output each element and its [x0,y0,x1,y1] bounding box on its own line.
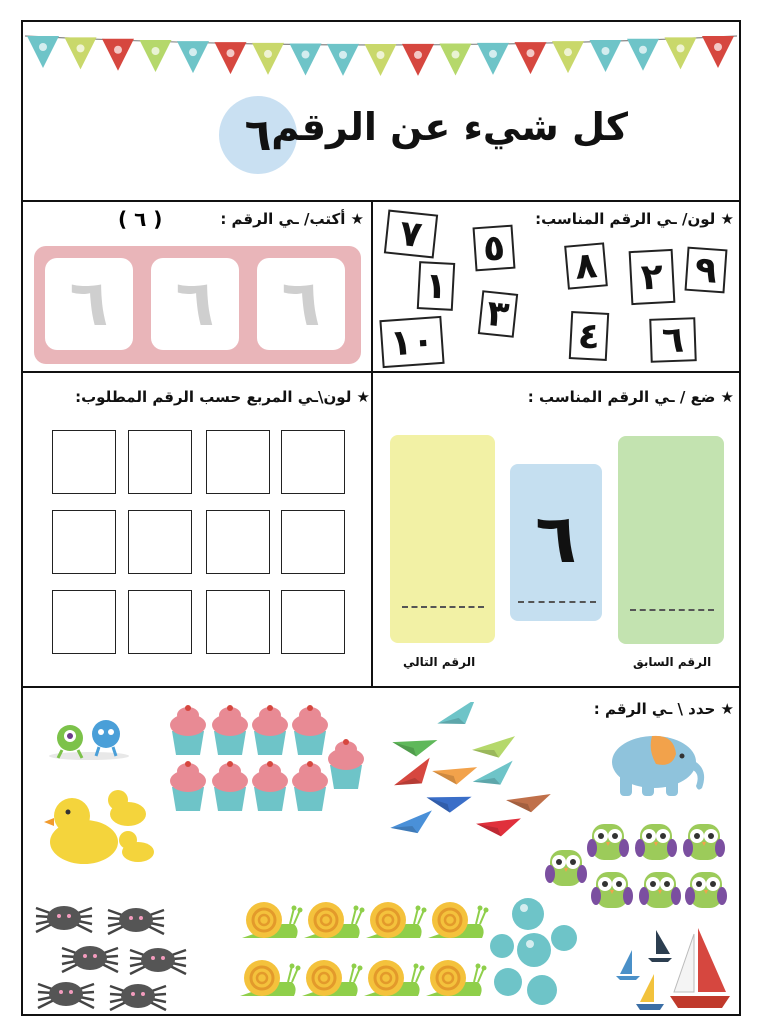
spider-icon [38,982,94,1008]
number-card[interactable]: ١ [417,261,455,311]
owl-icon [639,872,681,908]
bunting-flag [702,36,734,68]
tracing-box[interactable]: ٦ [151,258,239,350]
snail-icon [366,902,427,938]
color-number-heading: ★ لون/ ـي الرقم المناسب: [535,210,734,228]
grid-square[interactable] [128,430,192,494]
paper-plane-icon [431,761,477,787]
spiders-group [30,900,200,1012]
answer-line [402,606,484,608]
number-card[interactable]: ٥ [473,225,516,272]
bunting-flag [515,42,547,74]
grid-square[interactable] [52,590,116,654]
divider [371,200,373,688]
cupcakes-group [166,705,366,817]
bunting-banner [23,24,739,80]
answer-line [630,609,714,611]
snail-icon [302,960,363,996]
bunting-flag [590,40,622,72]
cupcake-icon [212,705,248,755]
paper-plane-icon [391,732,438,759]
cupcake-icon [328,739,364,789]
title-number: ٦ [244,109,272,161]
number-card[interactable]: ٤ [569,311,609,361]
page-title: كل شيء عن الرقم [271,105,628,149]
tracing-box[interactable]: ٦ [45,258,133,350]
paper-plane-icon [424,788,471,817]
snails-group [236,886,492,1010]
paper-plane-icon [505,790,551,814]
snail-icon [426,960,487,996]
bunting-flag [65,37,97,69]
bunting-flag [365,44,397,76]
number-card[interactable]: ٣ [478,290,518,338]
owl-icon [545,850,587,886]
snail-icon [428,902,489,938]
next-number-box[interactable] [390,435,495,643]
spider-icon [108,908,164,934]
grid-square[interactable] [52,430,116,494]
owl-icon [635,824,677,860]
divider [21,200,741,202]
owl-icon [683,824,725,860]
answer-line [518,601,596,603]
grid-square[interactable] [206,590,270,654]
bunting-flag [215,42,247,74]
bunting-flag [402,44,434,76]
spider-icon [130,948,186,974]
number-card[interactable]: ٦ [649,317,697,363]
cupcake-icon [292,705,328,755]
bunting-flag [552,41,584,73]
cupcake-icon [170,761,206,811]
bunting-flag [440,44,472,76]
number-card[interactable]: ٧ [384,210,438,259]
owl-icon [587,824,629,860]
paper-plane-icon [434,702,482,733]
spider-icon [110,984,166,1010]
bunting-flag [102,39,134,71]
previous-number-label: الرقم السابق [633,655,712,669]
paper-plane-icon [390,758,438,795]
previous-number-box[interactable] [618,436,724,644]
snail-icon [242,902,303,938]
bunting-flag [177,41,209,73]
elephant-icon [598,728,716,800]
cupcake-icon [292,761,328,811]
ducks-group [42,780,162,870]
color-squares-heading: ★ لون\ـي المربع حسب الرقم المطلوب: [75,388,370,406]
paper-planes-group [386,702,558,842]
spider-icon [36,906,92,932]
place-number-heading: ★ ضع / ـي الرقم المناسب : [527,388,734,406]
sailboats-group [610,924,734,1014]
bunting-flag [140,40,172,72]
grid-square[interactable] [281,590,345,654]
spider-icon [62,946,118,972]
paper-plane-icon [389,810,436,837]
tracing-box[interactable]: ٦ [257,258,345,350]
count-heading: ★ حدد \ ـي الرقم : [593,700,734,718]
number-card[interactable]: ٨ [564,242,608,289]
cupcake-icon [212,761,248,811]
paper-plane-icon [471,736,517,760]
snail-icon [364,960,425,996]
bunting-flag [252,43,284,75]
bunting-flag [665,37,697,69]
bunting-flag [290,44,322,76]
grid-square[interactable] [52,510,116,574]
cupcake-icon [170,705,206,755]
write-number-value: ( ٦ ) [118,207,163,231]
snail-icon [240,960,301,996]
snail-icon [304,902,365,938]
paper-plane-icon [470,761,518,792]
monsters-group [44,712,134,762]
next-number-label: الرقم التالي [403,655,476,669]
divider [21,371,741,373]
bunting-flag [27,36,59,68]
grid-square[interactable] [281,430,345,494]
bubbles-group [488,892,580,1010]
write-number-heading: ★ أكتب/ ـي الرقم : [220,210,364,228]
grid-square[interactable] [281,510,345,574]
number-card[interactable]: ١٠ [379,316,444,368]
owl-icon [685,872,727,908]
cupcake-icon [252,761,288,811]
number-card[interactable]: ٩ [685,247,728,294]
bunting-flag [327,44,359,76]
grid-square[interactable] [128,510,192,574]
grid-square[interactable] [128,590,192,654]
grid-square[interactable] [206,510,270,574]
number-card[interactable]: ٢ [629,249,676,305]
divider [21,686,741,688]
owl-icon [591,872,633,908]
grid-square[interactable] [206,430,270,494]
cupcake-icon [252,705,288,755]
bunting-flag [477,43,509,75]
paper-plane-icon [475,814,521,838]
center-number: ٦ [535,500,577,579]
bunting-flag [627,39,659,71]
